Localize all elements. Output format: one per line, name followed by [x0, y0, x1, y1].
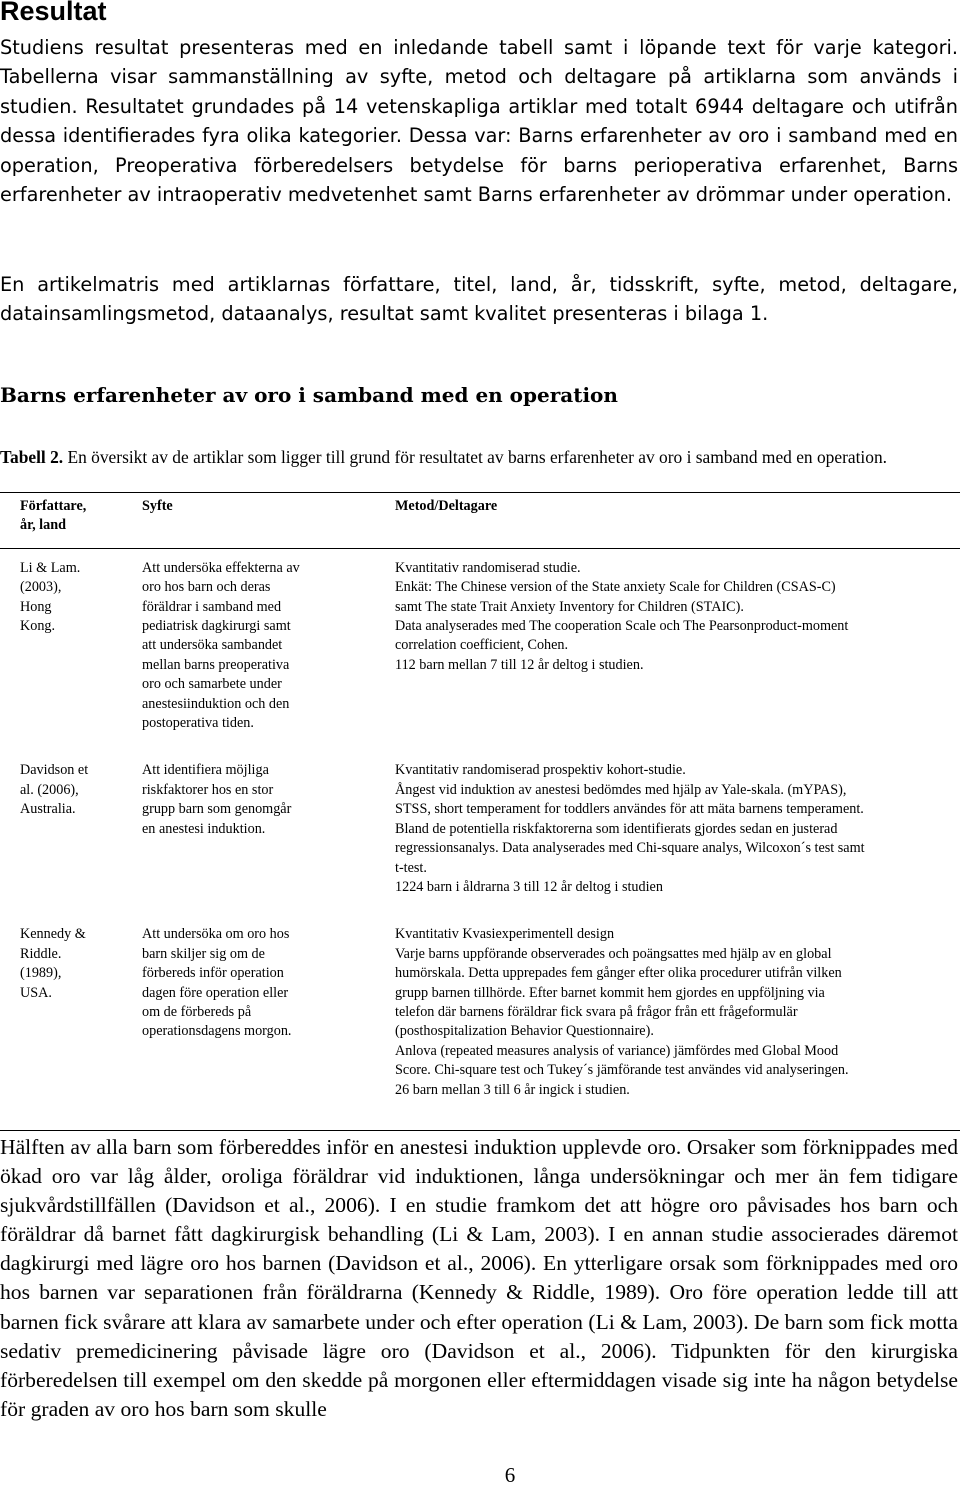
- method-cell-line: grupp barnen tillhörde. Efter barnet kommit hem gjordes en uppföljning via: [395, 984, 825, 1001]
- method-cell-line: Kvantitativ randomiserad studie.: [395, 559, 581, 576]
- method-cell: [377, 925, 960, 1130]
- table-row: [0, 761, 960, 925]
- method-cell-line: humörskala. Detta upprepades fem gånger efter olika procedurer utifrån vilken: [395, 965, 842, 982]
- method-cell-line: 26 barn mellan 3 till 6 år ingick i studien.: [395, 1081, 630, 1098]
- aim-cell-line: att undersöka sambandet: [142, 637, 283, 654]
- aim-cell-line: riskfaktorer hos en stor: [142, 781, 274, 798]
- author-cell-line: al. (2006),: [20, 781, 79, 798]
- discussion-paragraph: Hälften av alla barn som förbereddes inför en anestesi induktion upplevde oro. Orsaker som förknippades med ökad oro var låg ålder, oroliga föräldrar vid induktionen, långa undersökningar och mer än fem tidigare sjukvårdstillfällen (Davidson et al., 2006). I en studie framkom det att högre oro påvisades hos barn och föräldrar då barnet fått dagkirurgisk behandling (Li & Lam, 2003). I en annan studie associerades däremot dagkirurgi med lägre oro hos barnen (Davidson et al., 2006). En ytterligare orsak som förknippades med oro hos barnen var separationen från föräldrarna (Kennedy & Riddle, 1989). Oro före operation ledde till att barnen fick svårare att klara av samarbete under och efter operation (Li & Lam, 2003). De barn som fick motta sedativ premedicinering påvisade lägre oro (Davidson et al., 2006). Tidpunkten för den kirurgiska förberedelsen till exempel om den skedde på morgonen eller eftermiddagen visade sig inte ha någon betydelse för graden av oro hos barn som skulle: [0, 1135, 958, 1421]
- aim-cell: [140, 761, 377, 925]
- method-cell: [377, 548, 960, 761]
- table-caption: [0, 445, 958, 469]
- aim-cell-line: anestesiinduktion och den: [142, 695, 290, 712]
- method-cell-line: t-test.: [395, 859, 427, 876]
- method-cell-line: Anlova (repeated measures analysis of variance) jämfördes med Global Mood: [395, 1042, 839, 1059]
- page-number: 6: [504, 1463, 516, 1487]
- table-header-row: [0, 493, 960, 549]
- aim-cell-line: operationsdagens morgon.: [142, 1023, 292, 1040]
- aim-cell-line: oro och samarbete under: [142, 676, 282, 693]
- author-cell-line: Davidson et: [20, 762, 89, 779]
- aim-cell-line: en anestesi induktion.: [142, 820, 266, 837]
- page-heading: Resultat: [0, 0, 107, 26]
- aim-cell-line: oro hos barn och deras: [142, 579, 271, 596]
- author-cell-line: (1989),: [20, 965, 62, 982]
- header-aim: Syfte: [140, 493, 377, 549]
- table-body: [0, 548, 960, 1130]
- method-cell-line: Bland de potentiella riskfaktorerna som identifierats gjordes sedan en justerad: [395, 820, 838, 837]
- aim-cell-line: Att identifiera möjliga: [142, 762, 269, 779]
- author-cell: [0, 925, 140, 1130]
- header-author: [0, 493, 140, 549]
- aim-cell-line: barn skiljer sig om de: [142, 945, 265, 962]
- method-cell-line: correlation coefficient, Cohen.: [395, 637, 569, 654]
- table-caption-label: Tabell 2.: [0, 447, 64, 467]
- author-cell-line: Riddle.: [20, 945, 62, 962]
- intro-paragraph: Studiens resultat presenteras med en inledande tabell samt i löpande text för varje kategori. Tabellerna visar sammanställning av syfte, metod och deltagare på artiklarna som används i studien. Resultatet grundades på 14 vetenskapliga artiklar med totalt 6944 deltagare och utifrån dessa identifierades fyra olika kategorier. Dessa var: Barns erfarenheter av oro i samband med en operation, Preoperativa förberedelsers betydelse för barns perioperativa erfarenhet, Barns erfarenheter av intraoperativ medvetenhet samt Barns erfarenheter av drömmar under operation.: [0, 36, 958, 207]
- method-cell-line: Kvantitativ randomiserad prospektiv kohort-studie.: [395, 762, 686, 779]
- method-cell-line: Data analyserades med The cooperation Scale och The Pearsonproduct-moment: [395, 618, 849, 635]
- aim-cell-line: förbereds inför operation: [142, 965, 284, 982]
- section-heading: Barns erfarenheter av oro i samband med en operation: [0, 383, 618, 407]
- method-cell-line: STSS, short temperament for toddlers användes för att mäta barnens temperament.: [395, 801, 864, 818]
- aim-cell-line: om de förbereds på: [142, 1003, 252, 1020]
- table-row: [0, 548, 960, 761]
- method-cell-line: Enkät: The Chinese version of the State anxiety Scale for Children (CSAS-C): [395, 579, 836, 596]
- aim-cell: [140, 925, 377, 1130]
- aim-cell-line: Att undersöka om oro hos: [142, 926, 290, 943]
- aim-cell-line: Att undersöka effekterna av: [142, 559, 300, 576]
- author-cell-line: Kennedy &: [20, 926, 86, 943]
- aim-cell-line: pediatrisk dagkirurgi samt: [142, 618, 291, 635]
- method-cell-line: telefon där barnens föräldrar fick svara på frågor från ett frågeformulär: [395, 1003, 798, 1020]
- author-cell: [0, 761, 140, 925]
- author-cell-line: USA.: [20, 984, 52, 1001]
- method-cell-line: regressionsanalys. Data analyserades med Chi-square analys, Wilcoxon´s test samt: [395, 840, 865, 857]
- aim-cell-line: dagen före operation eller: [142, 984, 289, 1001]
- author-cell-line: Li & Lam.: [20, 559, 81, 576]
- author-cell-line: Australia.: [20, 801, 76, 818]
- author-cell-line: Kong.: [20, 618, 56, 635]
- aim-cell-line: grupp barn som genomgår: [142, 801, 292, 818]
- method-cell-line: 112 barn mellan 7 till 12 år deltog i studien.: [395, 656, 644, 673]
- author-cell-line: Hong: [20, 598, 52, 615]
- author-cell: [0, 548, 140, 761]
- method-cell-line: Varje barns uppförande observerades och poängsattes med hjälp av en global: [395, 945, 832, 962]
- method-cell-line: 1224 barn i åldrarna 3 till 12 år deltog i studien: [395, 878, 663, 895]
- aim-cell-line: mellan barns preoperativa: [142, 656, 290, 673]
- method-cell-line: (posthospitalization Behavior Questionnaire).: [395, 1023, 654, 1040]
- matrix-paragraph: En artikelmatris med artiklarnas författare, titel, land, år, tidsskrift, syfte, metod, deltagare, datainsamlingsmetod, dataanalys, resultat samt kvalitet presenteras i bilaga 1.: [0, 273, 958, 326]
- aim-cell: [140, 548, 377, 761]
- header-method: Metod/Deltagare: [377, 493, 960, 549]
- table-caption-text: En översikt av de artiklar som ligger till grund för resultatet av barns erfarenheter av oro i samband med en operation.: [63, 447, 887, 467]
- article-table: [0, 492, 960, 1131]
- aim-cell-line: postoperativa tiden.: [142, 715, 254, 732]
- method-cell-line: Kvantitativ Kvasiexperimentell design: [395, 926, 615, 943]
- method-cell-line: Ångest vid induktion av anestesi bedömdes med hjälp av Yale-skala. (mYPAS),: [395, 781, 847, 798]
- method-cell: [377, 761, 960, 925]
- aim-cell-line: föräldrar i samband med: [142, 598, 282, 615]
- method-cell-line: samt The state Trait Anxiety Inventory for Children (STAIC).: [395, 598, 744, 615]
- header-author-line: Författare,: [20, 498, 87, 514]
- method-cell-line: Score. Chi-square test och Tukey´s jämförande test användes vid analyseringen.: [395, 1062, 849, 1079]
- author-cell-line: (2003),: [20, 579, 62, 596]
- header-author-line: år, land: [20, 517, 66, 534]
- table-row: [0, 925, 960, 1130]
